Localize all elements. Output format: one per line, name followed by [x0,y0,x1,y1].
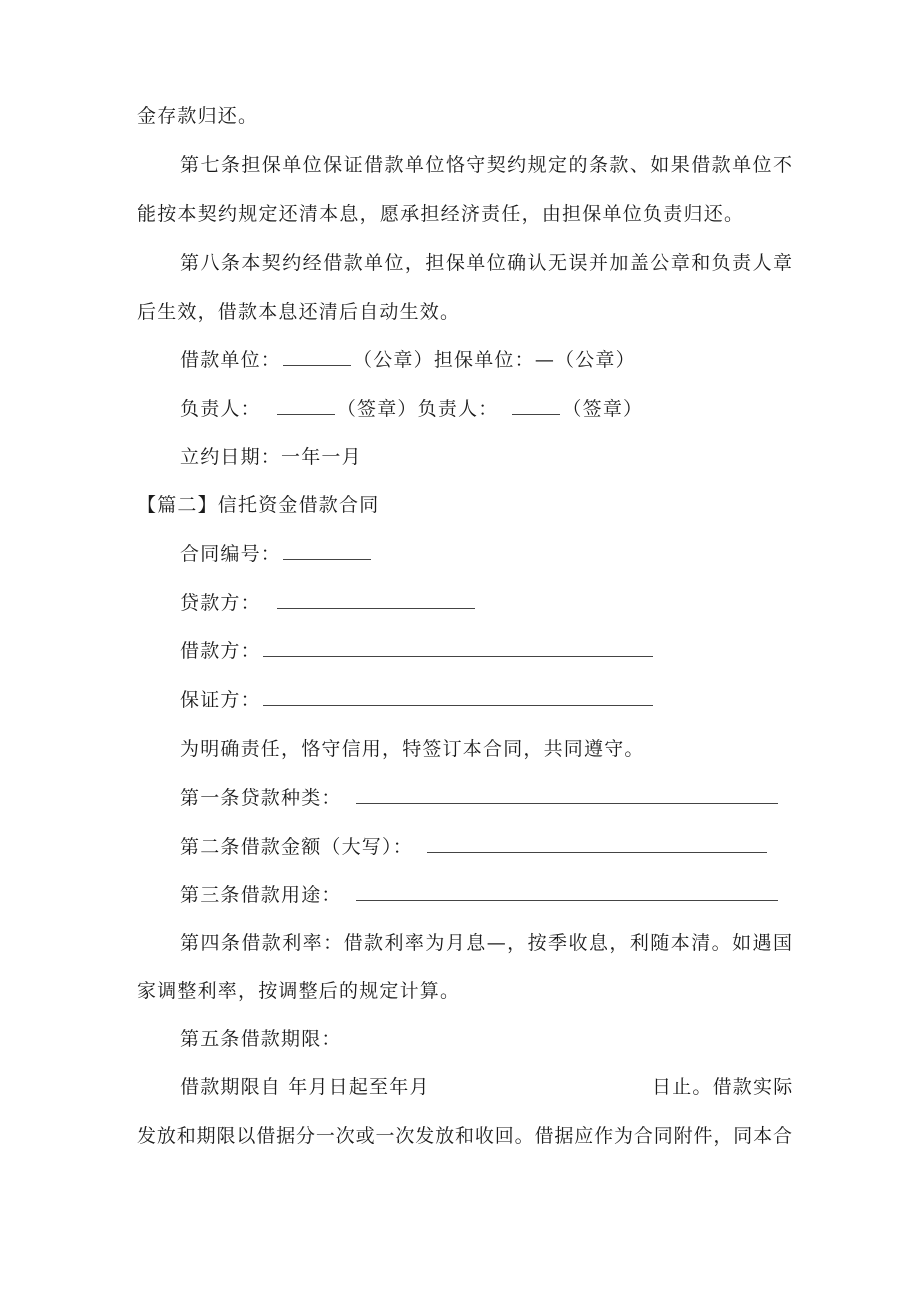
article-1-blank [356,785,778,804]
section-heading: 【篇二】信托资金借款合同 [137,494,380,516]
signature-person-row [180,396,643,422]
article-5-line-1a: 借款期限自 年月日起至年月 [180,1076,430,1098]
guarantor-label: 保证方： [180,689,261,711]
article-1-row [180,785,780,811]
seal-guarantor-label: （公章）担保单位：—（公章） [353,349,636,371]
article-7-line-1: 第七条担保单位保证借款单位恪守契约规定的条款、如果借款单位不 [180,154,792,176]
borrower-label: 借款方： [180,640,261,662]
borrower-blank [263,638,653,657]
article-5-line-2: 发放和期限以借据分一次或一次发放和收回。借据应作为合同附件，同本合 [137,1125,792,1147]
article-2-row [180,834,769,860]
lender-label: 贷款方： [180,592,261,614]
article-8-line-1: 第八条本契约经借款单位，担保单位确认无误并加盖公章和负责人章 [180,252,792,274]
lender-row [180,590,477,616]
article-3-row [180,882,780,908]
contract-number-label: 合同编号： [180,543,282,565]
sign-label: （签章） [562,398,644,420]
contract-number-blank [283,541,371,560]
article-8-line-2: 后生效，借款本息还清后自动生效。 [137,301,461,323]
contract-number-row [180,541,373,567]
lender-blank [277,590,475,609]
article-3-blank [356,882,778,901]
article-4-line-1: 第四条借款利率：借款利率为月息—，按季收息，利随本清。如遇国 [180,932,792,954]
signature-borrower-row [180,347,636,373]
responsible-person-blank-2 [512,396,560,415]
article-4-line-2: 家调整利率，按调整后的规定计算。 [137,980,461,1002]
article-2-blank [427,834,767,853]
borrower-unit-label: 借款单位： [180,349,282,371]
article-2-label: 第二条借款金额（大写）： [180,836,413,858]
article-5-line-1b: 日止。借款实际 [652,1076,794,1098]
article-3-label: 第三条借款用途： [180,884,342,906]
sign-responsible-label: （签章）负责人： [336,398,499,420]
guarantor-row [180,687,655,713]
article-7-line-2: 能按本契约规定还清本息，愿承担经济责任，由担保单位负责归还。 [137,203,743,225]
borrower-unit-blank [283,347,351,366]
contract-intro: 为明确责任，恪守信用，特签订本合同，共同遵守。 [180,738,645,760]
paragraph-line: 金存款归还。 [137,105,259,127]
borrower-row [180,638,655,664]
signing-date: 立约日期：一年一月 [180,446,362,468]
responsible-person-label: 负责人： [180,398,261,420]
guarantor-blank [263,687,653,706]
article-1-label: 第一条贷款种类： [180,787,342,809]
responsible-person-blank-1 [277,396,335,415]
article-5-heading: 第五条借款期限： [180,1028,342,1050]
